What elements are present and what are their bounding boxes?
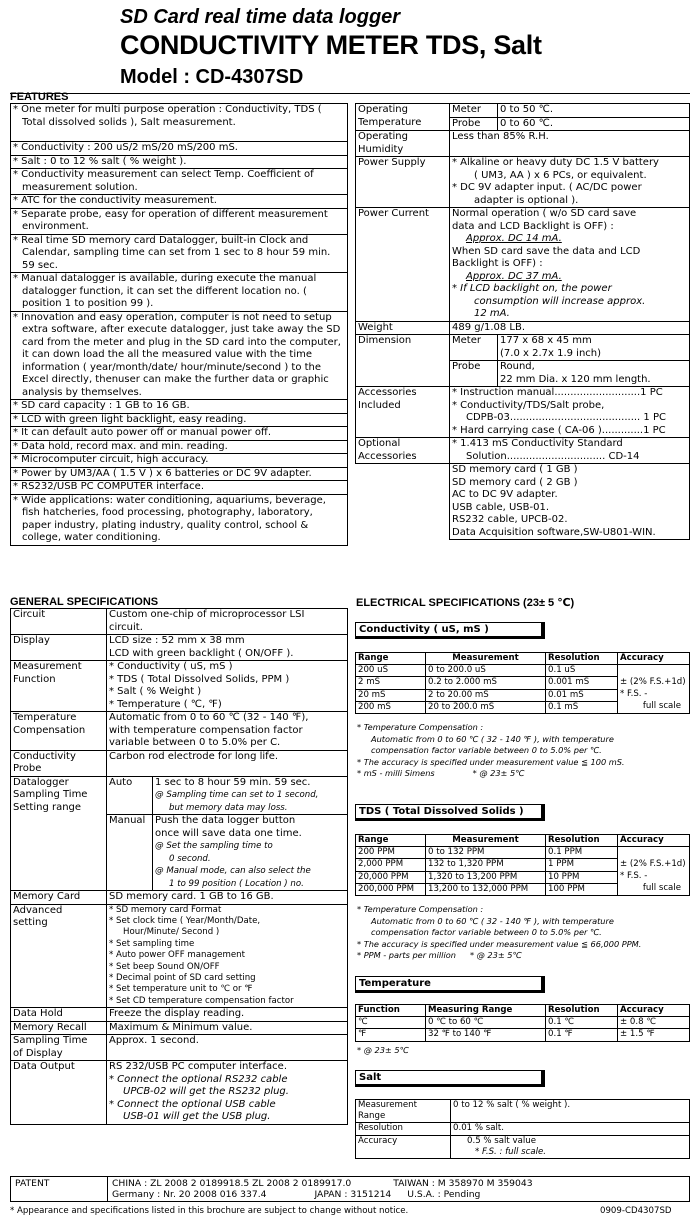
sampling-label: of Display bbox=[13, 1047, 63, 1059]
probe-label: Probe bbox=[13, 763, 42, 774]
range-cell: 200,000 PPM bbox=[356, 883, 426, 895]
patent-germany: Germany : Nr. 20 2008 016 337.4 bbox=[112, 1189, 267, 1200]
feature-item: * Real time SD memory card Datalogger, built-in Clock and Calendar, sampling time can set from 1 sec to 8 hour 59 min. 59 sec. bbox=[11, 234, 348, 273]
spec-label bbox=[11, 661, 107, 712]
resolution-cell: 0.1 PPM bbox=[546, 847, 618, 859]
display-line: LCD with green backlight ( ON/OFF ). bbox=[109, 647, 294, 659]
spec-label: Memory Card bbox=[11, 891, 107, 905]
spec-label bbox=[356, 438, 450, 464]
accuracy-cell bbox=[618, 847, 690, 859]
display-line: LCD size : 52 mm x 38 mm bbox=[109, 635, 245, 646]
optional-line: SD memory card ( 2 GB ) bbox=[452, 476, 578, 488]
power-current-line bbox=[452, 271, 687, 284]
spec-value bbox=[107, 661, 348, 712]
note-line: Automatic from 0 to 60 ℃ ( 32 - 140 ℉ ), with temperature bbox=[371, 915, 614, 926]
accuracy-cell: ± 1.5 ℉ bbox=[618, 1029, 690, 1041]
spec-label: Power Supply bbox=[356, 157, 450, 208]
salt-accuracy-line: 0.5 % salt value bbox=[467, 1135, 537, 1146]
resolution-cell: 0.001 mS bbox=[546, 677, 618, 689]
function-line: * TDS ( Total Dissolved Solids, PPM ) bbox=[109, 673, 290, 685]
dimension-line: 22 mm Dia. x 120 mm length. bbox=[500, 373, 651, 385]
patent-japan: JAPAN : 3151214 bbox=[314, 1189, 392, 1200]
col-header: Measurement bbox=[426, 653, 546, 665]
temp-comp-label: Temperature bbox=[13, 712, 77, 723]
measurement-cell: 0.2 to 2.000 mS bbox=[426, 677, 546, 689]
accessory-line: CDPB-03......................................... 1 PC bbox=[466, 412, 666, 423]
accuracy-cell: ± (2% F.S.+1d) bbox=[618, 677, 690, 689]
sub-label: Probe bbox=[450, 117, 498, 131]
circuit-line: Custom one-chip of microprocessor LSI bbox=[109, 609, 305, 620]
power-current-value: Approx. DC 14 mA. bbox=[466, 233, 562, 244]
measurement-cell: 1,320 to 13,200 PPM bbox=[426, 871, 546, 883]
temp-comp-line: Automatic from 0 to 60 ℃ (32 - 140 ℉), bbox=[109, 712, 309, 723]
features-table bbox=[10, 103, 348, 546]
note-part: * PPM - parts per million bbox=[357, 950, 456, 961]
sub-label: Meter bbox=[450, 335, 498, 361]
accuracy-cell: ± (2% F.S.+1d) bbox=[618, 859, 690, 871]
spec-label: Data Output bbox=[11, 1061, 107, 1125]
conductivity-notes bbox=[357, 722, 689, 780]
conductivity-table bbox=[355, 652, 690, 714]
note-line: * Temperature Compensation : bbox=[357, 722, 484, 732]
spec-label: Circuit bbox=[11, 609, 107, 635]
spec-value: SD memory card. 1 GB to 16 GB. bbox=[107, 891, 348, 905]
patent-line bbox=[112, 1178, 685, 1189]
circuit-line: circuit. bbox=[109, 621, 143, 633]
resolution-cell: 0.1 ℉ bbox=[546, 1029, 618, 1041]
spec-label bbox=[11, 904, 107, 1008]
range-cell: 2,000 PPM bbox=[356, 859, 426, 871]
range-cell: 20,000 PPM bbox=[356, 871, 426, 883]
salt-section-title: Salt bbox=[355, 1070, 545, 1087]
spec-label bbox=[11, 750, 107, 776]
optional-line: AC to DC 9V adapter. bbox=[452, 489, 558, 500]
feature-item: * Conductivity : 200 uS/2 mS/20 mS/200 mS. bbox=[11, 142, 348, 156]
spec-label: Dimension bbox=[356, 335, 450, 387]
temp-comp-line: variable between 0 to 5.0% per C. bbox=[109, 737, 281, 748]
spec-label bbox=[11, 1035, 107, 1061]
accessory-line: * Instruction manual...........................1 PC bbox=[452, 387, 663, 398]
feature-item: * One meter for multi purpose operation : Conductivity, TDS ( Total dissolved solids ), Salt measurement. bbox=[11, 104, 348, 142]
power-current-line: data and LCD Backlight is OFF) : bbox=[452, 220, 614, 232]
advanced-item: * Decimal point of SD card setting bbox=[109, 972, 256, 983]
measurement-cell: 20 to 200.0 mS bbox=[426, 701, 546, 713]
spec-value: 0 to 60 ℃. bbox=[498, 117, 690, 131]
patent-usa: U.S.A. : Pending bbox=[407, 1189, 481, 1200]
spec-value: Carbon rod electrode for long life. bbox=[107, 750, 348, 776]
patent-china: CHINA : ZL 2008 2 0189918.5 ZL 2008 2 0189917.0 bbox=[112, 1178, 352, 1189]
conductivity-section-title: Conductivity ( uS, mS ) bbox=[355, 622, 545, 639]
col-header: Range bbox=[356, 835, 426, 847]
col-header: Measurement bbox=[426, 835, 546, 847]
resolution-cell: 100 PPM bbox=[546, 883, 618, 895]
auto-line: 1 sec to 8 hour 59 min. 59 sec. bbox=[155, 776, 311, 788]
advanced-item: * Set beep Sound ON/OFF bbox=[109, 961, 220, 972]
accuracy-cell: * F.S. - bbox=[618, 689, 690, 701]
power-supply-line: * Alkaline or heavy duty DC 1.5 V battery bbox=[452, 157, 659, 168]
note-line: * The accuracy is specified under measurement value ≦ 66,000 PPM. bbox=[357, 938, 642, 949]
measurement-cell: 13,200 to 132,000 PPM bbox=[426, 883, 546, 895]
salt-value: 0.01 % salt. bbox=[451, 1123, 690, 1135]
accessories-label: Accessories bbox=[358, 387, 417, 398]
spec-value bbox=[498, 361, 690, 387]
sub-label: Probe bbox=[450, 361, 498, 387]
col-header: Resolution bbox=[546, 835, 618, 847]
tds-notes bbox=[357, 904, 689, 962]
salt-label-line: Measurement bbox=[358, 1100, 417, 1110]
salt-table bbox=[355, 1099, 690, 1159]
spec-value: Freeze the display reading. bbox=[107, 1008, 348, 1022]
feature-item: * RS232/USB PC COMPUTER interface. bbox=[11, 481, 348, 495]
col-header: Measuring Range bbox=[426, 1005, 546, 1017]
spec-value: Maximum & Minimum value. bbox=[107, 1021, 348, 1035]
document-code: 0909-CD4307SD bbox=[600, 1206, 672, 1216]
dimension-line: 177 x 68 x 45 mm bbox=[500, 335, 592, 346]
dimension-line: Round, bbox=[500, 361, 535, 372]
sampling-label: Sampling Time bbox=[13, 1035, 88, 1047]
temperature-table bbox=[355, 1004, 690, 1042]
feature-item: * Manual datalogger is available, during execute the manual datalogger function, it can set the different location no. ( position 1 to position 99 ). bbox=[11, 273, 348, 312]
note-line bbox=[357, 950, 689, 962]
salt-value bbox=[451, 1135, 690, 1158]
measurement-cell: 132 to 1,320 PPM bbox=[426, 859, 546, 871]
patent-label: PATENT bbox=[11, 1177, 108, 1202]
spec-label bbox=[356, 387, 450, 438]
patent-value bbox=[108, 1177, 690, 1202]
spec-value bbox=[107, 609, 348, 635]
power-current-line: 12 mA. bbox=[474, 308, 510, 319]
power-current-line: Normal operation ( w/o SD card save bbox=[452, 208, 637, 219]
auto-note: @ Sampling time can set to 1 second, bbox=[155, 790, 319, 800]
spec-value: 489 g/1.08 LB. bbox=[450, 321, 690, 335]
resolution-cell: 0.1 mS bbox=[546, 701, 618, 713]
function-cell: ℃ bbox=[356, 1017, 426, 1029]
spec-label: Display bbox=[11, 635, 107, 661]
spec-label: Operating Temperature bbox=[356, 104, 450, 131]
advanced-label: Advanced bbox=[13, 904, 63, 916]
function-line: * Conductivity ( uS, mS ) bbox=[109, 661, 233, 672]
function-cell: ℉ bbox=[356, 1029, 426, 1041]
range-cell: 200 uS bbox=[356, 665, 426, 677]
tds-table bbox=[355, 834, 690, 896]
spec-value bbox=[450, 387, 690, 438]
auto-note: but memory data may loss. bbox=[169, 802, 288, 813]
power-current-line: consumption will increase approx. bbox=[474, 295, 646, 307]
range-cell: 20 mS bbox=[356, 689, 426, 701]
advanced-item: * SD memory card Format bbox=[109, 904, 222, 915]
output-line: RS 232/USB PC computer interface. bbox=[109, 1061, 288, 1073]
feature-item: * Conductivity measurement can select Temp. Coefficient of measurement solution. bbox=[11, 169, 348, 195]
spec-value: 0 to 50 ℃. bbox=[498, 104, 690, 118]
accuracy-cell: ± 0.8 ℃ bbox=[618, 1017, 690, 1029]
power-current-line: Backlight is OFF) : bbox=[452, 258, 543, 269]
feature-item: * LCD with green light backlight, easy reading. bbox=[11, 413, 348, 427]
function-line: * Salt ( % Weight ) bbox=[109, 686, 202, 697]
header-divider bbox=[10, 93, 690, 94]
range-cell: 200 mS bbox=[356, 701, 426, 713]
spec-label: Data Hold bbox=[11, 1008, 107, 1022]
spec-label bbox=[11, 712, 107, 751]
device-specs-table bbox=[355, 103, 690, 540]
salt-label bbox=[356, 1100, 451, 1123]
manual-line: once will save data one time. bbox=[155, 827, 302, 839]
power-current-line: When SD card save the data and LCD bbox=[452, 245, 641, 257]
temp-comp-label: Compensation bbox=[13, 724, 86, 736]
sub-label: Manual bbox=[107, 815, 153, 891]
electrical-specs-title: ELECTRICAL SPECIFICATIONS (23± 5 ℃) bbox=[356, 597, 575, 609]
advanced-item: Hour/Minute/ Second ) bbox=[123, 927, 220, 938]
measurement-label: Measurement bbox=[13, 661, 82, 672]
datalogger-label: Sampling Time bbox=[13, 789, 88, 800]
patent-taiwan: TAIWAN : M 358970 M 359043 bbox=[393, 1178, 533, 1189]
manual-note: @ Set the sampling time to bbox=[155, 841, 273, 851]
note-line: compensation factor variable between 0 to 5.0% per ℃. bbox=[371, 745, 602, 756]
subtitle: SD Card real time data logger bbox=[120, 6, 401, 28]
accessories-label: Included bbox=[358, 399, 401, 411]
manual-line: Push the data logger button bbox=[155, 815, 296, 826]
optional-label: Optional bbox=[358, 438, 401, 449]
spec-label: Weight bbox=[356, 321, 450, 335]
features-title: FEATURES bbox=[10, 91, 69, 103]
salt-accuracy-line: * F.S. : full scale. bbox=[475, 1146, 546, 1157]
dimension-line: (7.0 x 2.7x 1.9 inch) bbox=[500, 347, 602, 359]
feature-item: * Power by UM3/AA ( 1.5 V ) x 6 batteries or DC 9V adapter. bbox=[11, 467, 348, 481]
page-title: CONDUCTIVITY METER TDS, Salt bbox=[120, 30, 542, 60]
salt-value: 0 to 12 % salt ( % weight ). bbox=[451, 1100, 690, 1123]
spec-value bbox=[153, 815, 348, 891]
feature-item: * Innovation and easy operation, computer is not need to setup extra software, after execute datalogger, just take away the SD card from the meter and plug in the SD card into the computer, it can down load the all the measured value with the time information ( year/month/date/ hour/minute/second ) to the Excel directly, thenuser can make the further data or graphic analysis by themselves. bbox=[11, 311, 348, 400]
spec-label: Power Current bbox=[356, 208, 450, 322]
spec-value bbox=[450, 208, 690, 322]
patent-line bbox=[112, 1189, 685, 1200]
feature-item: * Wide applications: water conditioning, aquariums, beverage, fish hatcheries, food processing, photography, laboratory, paper industry, plating industry, quality control, school & college, water conditioning. bbox=[11, 494, 348, 545]
manual-note: @ Manual mode, can also select the bbox=[155, 866, 311, 876]
power-supply-line: * DC 9V adapter input. ( AC/DC power bbox=[452, 182, 642, 193]
note-line: compensation factor variable between 0 to 5.0% per ℃. bbox=[371, 927, 602, 938]
spec-label: Operating Humidity bbox=[356, 131, 450, 157]
general-specs-title: GENERAL SPECIFICATIONS bbox=[10, 596, 159, 608]
accuracy-cell: full scale bbox=[618, 883, 690, 895]
manual-note: 0 second. bbox=[169, 853, 211, 864]
spec-value bbox=[107, 635, 348, 661]
power-current-value: Approx. DC 37 mA. bbox=[466, 270, 562, 282]
output-line: * Connect the optional USB cable bbox=[109, 1098, 276, 1110]
feature-item: * ATC for the conductivity measurement. bbox=[11, 195, 348, 209]
col-header: Resolution bbox=[546, 1005, 618, 1017]
optional-line: RS232 cable, UPCB-02. bbox=[452, 514, 568, 525]
probe-label: Conductivity bbox=[13, 750, 76, 762]
feature-item: * SD card capacity : 1 GB to 16 GB. bbox=[11, 400, 348, 414]
spec-value bbox=[450, 157, 690, 208]
col-header: Accuracy bbox=[618, 653, 690, 665]
optional-line: Data Acquisition software,SW-U801-WIN. bbox=[452, 526, 656, 538]
col-header: Accuracy bbox=[618, 1005, 690, 1017]
note-line bbox=[357, 768, 689, 780]
spec-value bbox=[107, 1061, 348, 1125]
sub-label: Meter bbox=[450, 104, 498, 118]
salt-label: Accuracy bbox=[356, 1135, 451, 1158]
feature-item: * Salt : 0 to 12 % salt ( % weight ). bbox=[11, 155, 348, 169]
feature-item: * Separate probe, easy for operation of different measurement environment. bbox=[11, 208, 348, 234]
model-title: Model : CD-4307SD bbox=[120, 66, 304, 88]
optional-line: * 1.413 mS Conductivity Standard bbox=[452, 438, 623, 449]
optional-label: Accessories bbox=[358, 450, 417, 462]
spec-value bbox=[107, 904, 348, 1008]
salt-label: Resolution bbox=[356, 1123, 451, 1135]
salt-label-line: Range bbox=[358, 1111, 386, 1122]
power-current-line: * If LCD backlight on, the power bbox=[452, 283, 612, 294]
range-cell: 0 ℃ to 60 ℃ bbox=[426, 1017, 546, 1029]
spec-value bbox=[450, 438, 690, 464]
power-supply-line: adapter is optional ). bbox=[474, 194, 579, 206]
resolution-cell: 0.1 ℃ bbox=[546, 1017, 618, 1029]
optional-line: USB cable, USB-01. bbox=[452, 501, 550, 513]
col-header: Function bbox=[356, 1005, 426, 1017]
tds-section-title: TDS ( Total Dissolved Solids ) bbox=[355, 804, 545, 821]
advanced-label: setting bbox=[13, 917, 48, 928]
temperature-section-title: Temperature bbox=[355, 976, 545, 993]
function-line: * Temperature ( ℃, ℉) bbox=[109, 698, 222, 710]
manual-note: 1 to 99 position ( Location ) no. bbox=[169, 878, 304, 889]
range-cell: 2 mS bbox=[356, 677, 426, 689]
output-line: UPCB-02 will get the RS232 plug. bbox=[123, 1086, 289, 1098]
resolution-cell: 10 PPM bbox=[546, 871, 618, 883]
measurement-label: Function bbox=[13, 673, 56, 685]
temp-comp-line: with temperature compensation factor bbox=[109, 724, 303, 736]
general-specs-table bbox=[10, 608, 348, 1125]
spec-value: Less than 85% R.H. bbox=[450, 131, 690, 157]
note-part: * mS - milli Simens bbox=[357, 768, 435, 779]
resolution-cell: 0.01 mS bbox=[546, 689, 618, 701]
feature-item: * Data hold, record max. and min. reading. bbox=[11, 440, 348, 454]
note-line: Automatic from 0 to 60 ℃ ( 32 - 140 ℉ ), with temperature bbox=[371, 733, 614, 744]
accuracy-cell: full scale bbox=[618, 701, 690, 713]
spec-value bbox=[153, 776, 348, 815]
output-line: USB-01 will get the USB plug. bbox=[123, 1111, 271, 1123]
optional-line: SD memory card ( 1 GB ) bbox=[452, 464, 578, 475]
spec-value bbox=[450, 464, 690, 540]
spec-label: Memory Recall bbox=[11, 1021, 107, 1035]
datalogger-label: Datalogger bbox=[13, 776, 69, 788]
advanced-item: * Set temperature unit to ℃ or ℉ bbox=[109, 984, 253, 995]
temperature-note: * @ 23± 5℃ bbox=[357, 1045, 409, 1055]
range-cell: 32 ℉ to 140 ℉ bbox=[426, 1029, 546, 1041]
sub-label: Auto bbox=[107, 776, 153, 815]
spec-value: Approx. 1 second. bbox=[107, 1035, 348, 1061]
accessory-line: * Conductivity/TDS/Salt probe, bbox=[452, 399, 605, 411]
spec-value bbox=[107, 712, 348, 751]
measurement-cell: 2 to 20.00 mS bbox=[426, 689, 546, 701]
advanced-item: * Set sampling time bbox=[109, 938, 195, 949]
disclaimer: * Appearance and specifications listed in this brochure are subject to change without notice. bbox=[10, 1206, 409, 1216]
col-header: Resolution bbox=[546, 653, 618, 665]
resolution-cell: 1 PPM bbox=[546, 859, 618, 871]
power-current-line bbox=[452, 233, 687, 246]
range-cell: 200 PPM bbox=[356, 847, 426, 859]
note-line: * The accuracy is specified under measurement value ≦ 100 mS. bbox=[357, 756, 625, 767]
accessory-line: * Hard carrying case ( CA-06 ).............1 PC bbox=[452, 424, 666, 436]
measurement-cell: 0 to 200.0 uS bbox=[426, 665, 546, 677]
note-line: * Temperature Compensation : bbox=[357, 904, 484, 914]
advanced-item: * Set clock time ( Year/Month/Date, bbox=[109, 915, 261, 926]
measurement-cell: 0 to 132 PPM bbox=[426, 847, 546, 859]
feature-item: * Microcomputer circuit, high accuracy. bbox=[11, 454, 348, 468]
note-part: * @ 23± 5℃ bbox=[472, 768, 525, 779]
advanced-item: * Set CD temperature compensation factor bbox=[109, 995, 294, 1006]
note-part: * @ 23± 5℃ bbox=[469, 950, 522, 961]
output-line: * Connect the optional RS232 cable bbox=[109, 1073, 288, 1085]
feature-item: * It can default auto power off or manual power off. bbox=[11, 427, 348, 441]
datalogger-label: Setting range bbox=[13, 801, 82, 813]
patent-table bbox=[10, 1176, 690, 1202]
col-header: Accuracy bbox=[618, 835, 690, 847]
power-supply-line: ( UM3, AA ) x 6 PCs, or equivalent. bbox=[474, 169, 647, 181]
col-header: Range bbox=[356, 653, 426, 665]
accuracy-cell bbox=[618, 665, 690, 677]
optional-line: Solution............................... CD-14 bbox=[466, 450, 640, 462]
advanced-item: * Auto power OFF management bbox=[109, 950, 245, 961]
resolution-cell: 0.1 uS bbox=[546, 665, 618, 677]
accuracy-cell: * F.S. - bbox=[618, 871, 690, 883]
spec-label bbox=[11, 776, 107, 891]
spec-value bbox=[498, 335, 690, 361]
spacer bbox=[356, 464, 450, 540]
